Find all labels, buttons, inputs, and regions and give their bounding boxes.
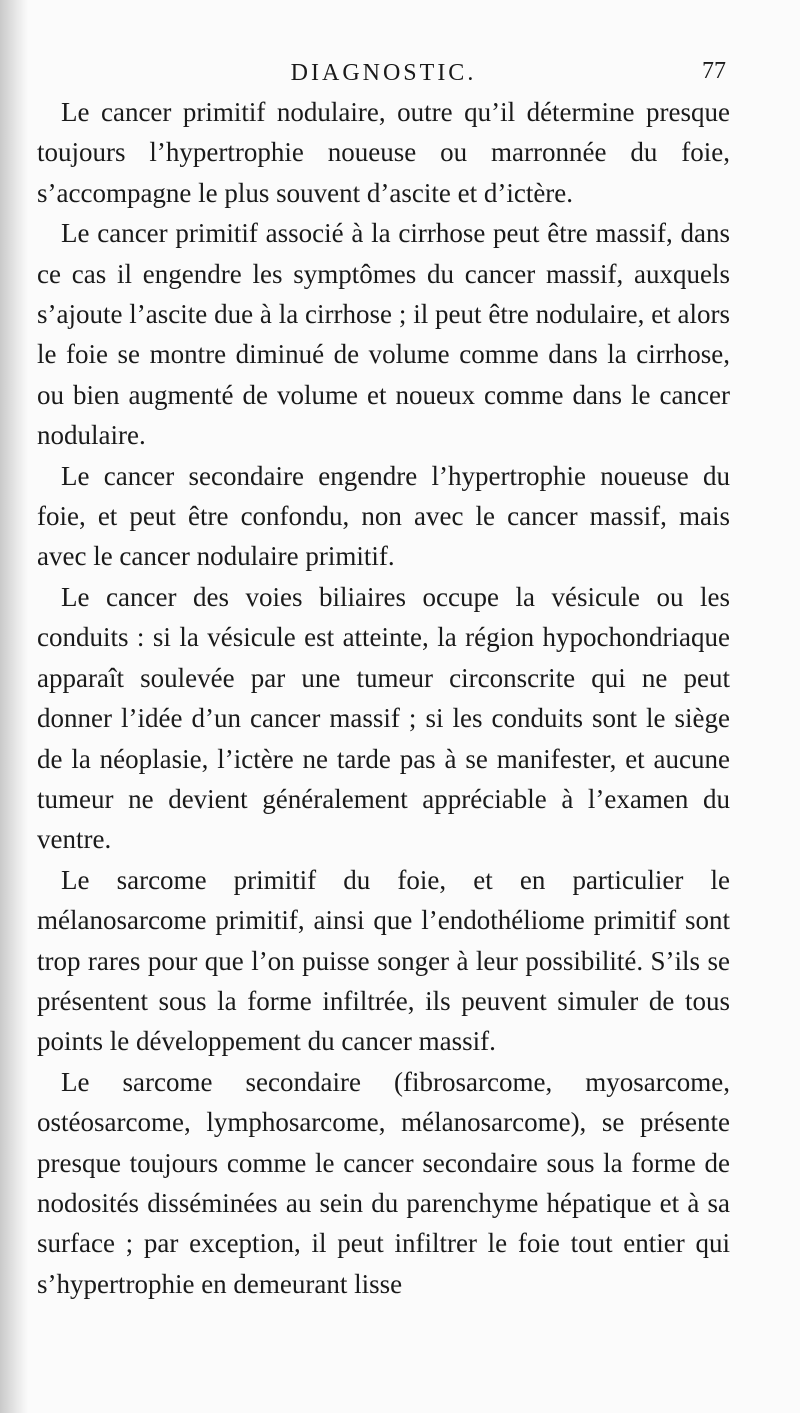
paragraph: Le sarcome secondaire (fibrosarcome, myosarcome, ostéosarcome, lymphosarcome, mélanosarcome), se présente presque toujours comme le cancer secondaire sous la forme de nodosités disséminées au sein du parenchyme hépatique et à sa surface ; par exception, il peut infiltrer le foie tout entier qui s’hypertrophie en demeurant lisse	[37, 1066, 730, 1299]
paragraph: Le sarcome primitif du foie, et en particulier le mélanosarcome primitif, ainsi que l’endothéliome primitif sont trop rares pour que l’on puisse songer à leur possibilité. S’ils se présentent sous la forme infiltrée, ils peuvent simuler de tous points le développement du cancer massif.	[37, 864, 730, 1057]
page-number: 77	[702, 58, 726, 84]
book-page	[37, 52, 730, 1304]
paragraph: Le cancer secondaire engendre l’hypertrophie noueuse du foie, et peut être confondu, non avec le cancer massif, mais avec le cancer nodulaire primitif.	[37, 460, 730, 572]
page-header	[37, 52, 730, 92]
paragraph: Le cancer des voies biliaires occupe la vésicule ou les conduits : si la vésicule est atteinte, la région hypochondriaque apparaît soulevée par une tumeur circonscrite qui ne peut donner l’idée d’un cancer massif ; si les conduits sont le siège de la néoplasie, l’ictère ne tarde pas à se manifester, et aucune tumeur ne devient généralement appréciable à l’examen du ventre.	[37, 581, 730, 855]
body-text	[37, 92, 730, 1304]
running-head: DIAGNOSTIC.	[290, 60, 477, 86]
paragraph: Le cancer primitif associé à la cirrhose peut être massif, dans ce cas il engendre les symptômes du cancer massif, auxquels s’ajoute l’ascite due à la cirrhose ; il peut être nodulaire, et alors le foie se montre diminué de volume comme dans la cirrhose, ou bien augmenté de volume et noueux comme dans le cancer nodulaire.	[37, 218, 730, 451]
paragraph: Le cancer primitif nodulaire, outre qu’il détermine presque toujours l’hypertrophie noueuse ou marronnée du foie, s’accompagne le plus souvent d’ascite et d’ictère.	[37, 97, 730, 208]
page-gutter-shadow	[0, 0, 28, 1413]
